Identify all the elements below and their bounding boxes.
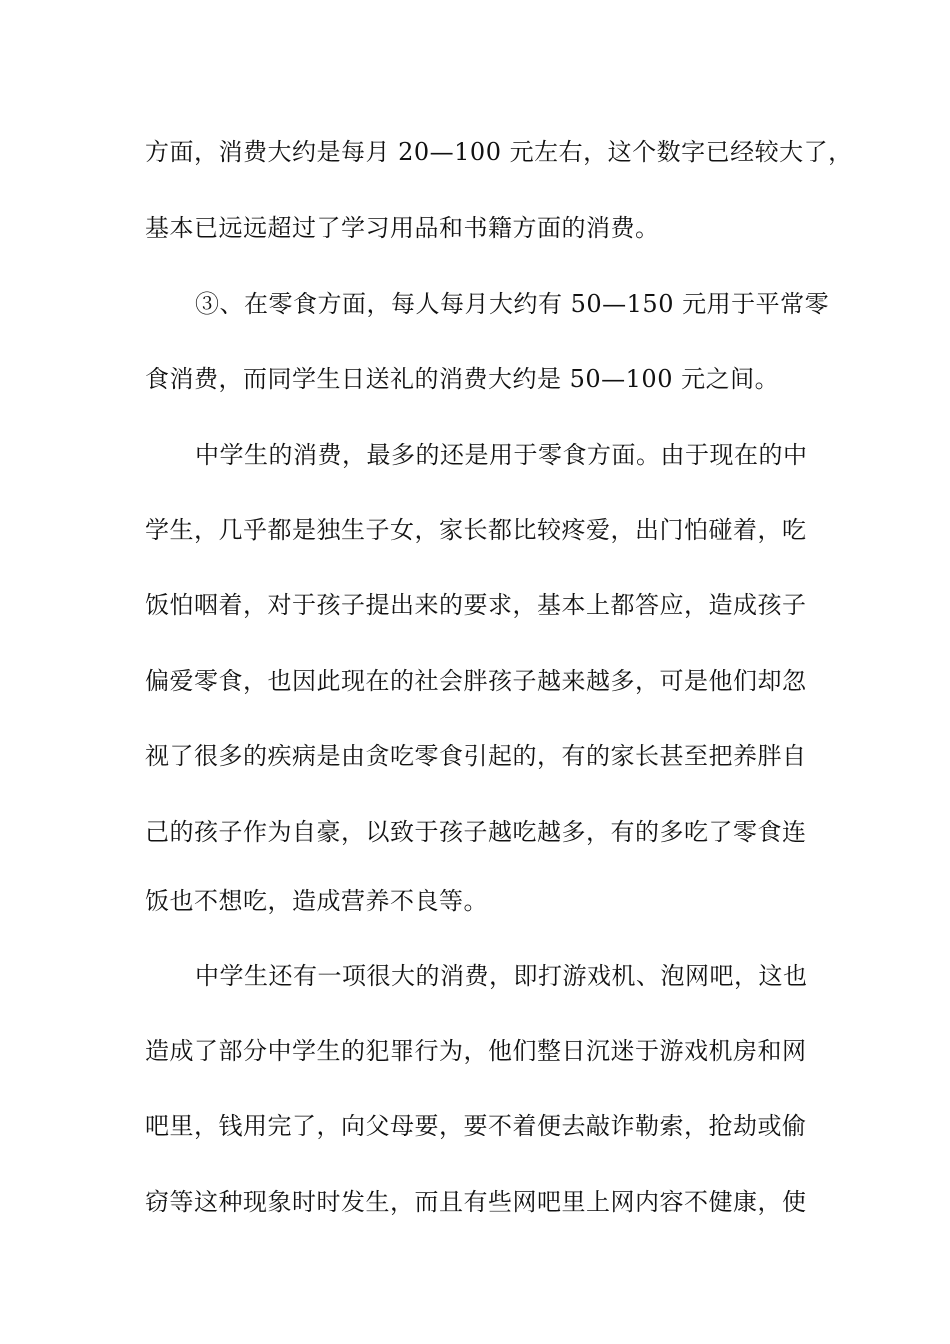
text-line: 己的孩子作为自豪，以致于孩子越吃越多，有的多吃了零食连	[145, 818, 807, 846]
text-line: 偏爱零食，也因此现在的社会胖孩子越来越多，可是他们却忽	[145, 667, 807, 695]
text-line: 造成了部分中学生的犯罪行为，他们整日沉迷于游戏机房和网	[145, 1037, 807, 1065]
text-line: 食消费，而同学生日送礼的消费大约是 50—100 元之间。	[145, 365, 780, 393]
paragraph-first-line: 中学生还有一项很大的消费，即打游戏机、泡网吧，这也	[195, 962, 808, 990]
text-line: 窃等这种现象时时发生，而且有些网吧里上网内容不健康，使	[145, 1188, 807, 1216]
text-line: 饭也不想吃，造成营养不良等。	[145, 887, 488, 915]
paragraph-first-line: ③、在零食方面，每人每月大约有 50—150 元用于平常零	[195, 290, 830, 318]
paragraph-first-line: 中学生的消费，最多的还是用于零食方面。由于现在的中	[195, 441, 808, 469]
text-line: 吧里，钱用完了，向父母要，要不着便去敲诈勒索，抢劫或偷	[145, 1112, 807, 1140]
text-line: 饭怕咽着，对于孩子提出来的要求，基本上都答应，造成孩子	[145, 591, 807, 619]
text-line: 学生，几乎都是独生子女，家长都比较疼爱，出门怕碰着，吃	[145, 516, 807, 544]
text-line: 基本已远远超过了学习用品和书籍方面的消费。	[145, 214, 660, 242]
text-line: 视了很多的疾病是由贪吃零食引起的，有的家长甚至把养胖自	[145, 742, 807, 770]
text-line: 方面，消费大约是每月 20—100 元左右，这个数字已经较大了，	[145, 138, 853, 166]
